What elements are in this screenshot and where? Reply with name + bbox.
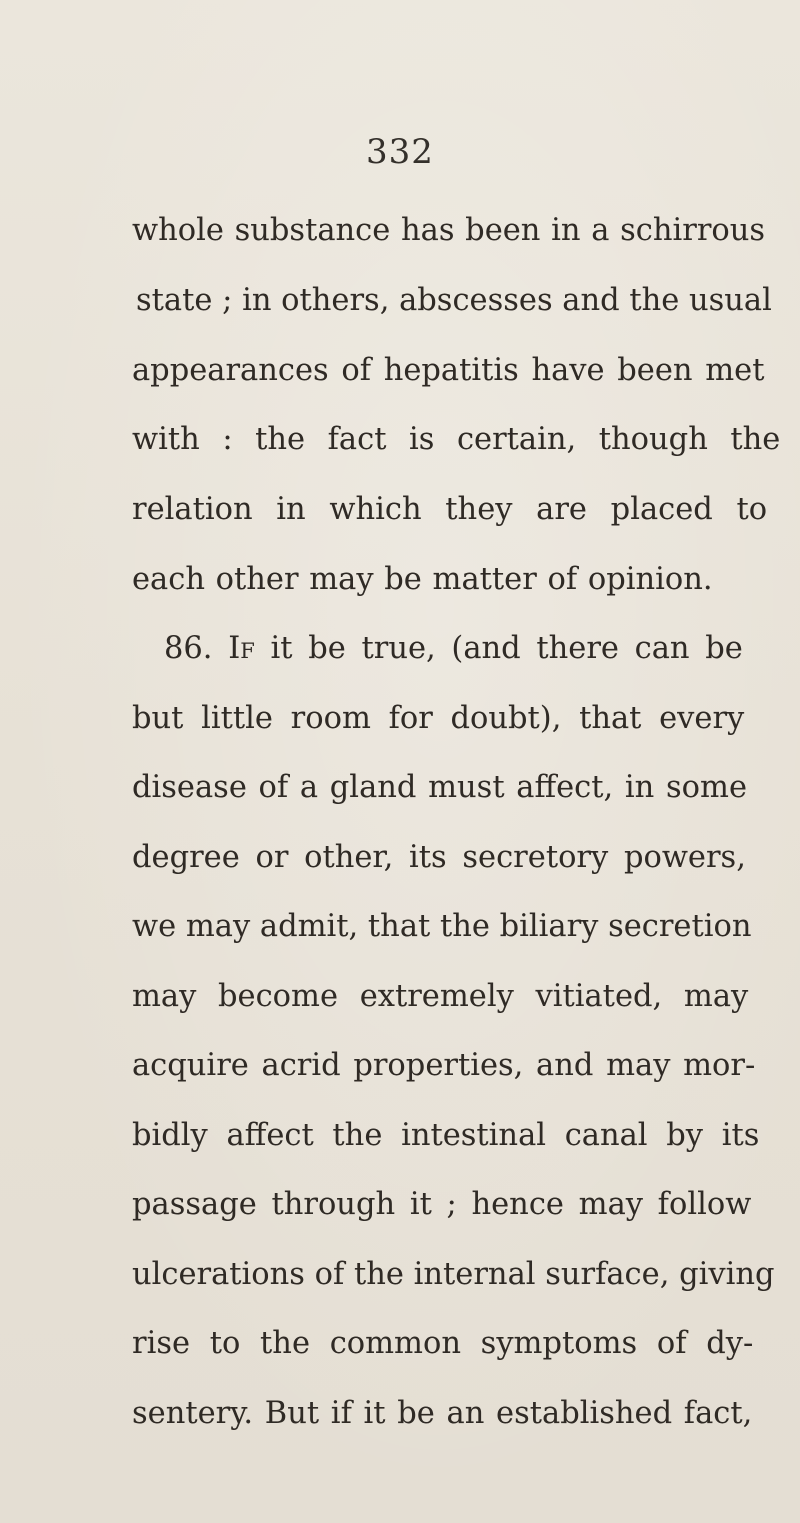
page-number: 332: [366, 132, 434, 172]
text-line-1: whole substance has been in a schirrous: [132, 213, 766, 248]
text-line-18: sentery. But if it be an established fact,: [132, 1396, 753, 1431]
text-line-15: passage through it ; hence may follow: [132, 1187, 752, 1222]
text-line-9: disease of a gland must affect, in some: [132, 770, 747, 805]
text-line-11: we may admit, that the biliary secretion: [132, 909, 752, 944]
text-line-2: state ; in others, abscesses and the usual: [136, 283, 772, 318]
text-line-17: rise to the common symptoms of dy-: [132, 1326, 754, 1361]
text-line-13: acquire acrid properties, and may mor-: [132, 1048, 756, 1083]
text-line-8: but little room for doubt), that every: [132, 701, 745, 736]
text-line-3: appearances of hepatitis have been met: [132, 353, 765, 388]
small-caps-word: If: [228, 631, 255, 666]
text-line-16: ulcerations of the internal surface, giving: [132, 1257, 775, 1292]
text-line-10: degree or other, its secretory powers,: [132, 840, 746, 875]
text-line-12: may become extremely vitiated, may: [132, 979, 749, 1014]
text-line-6: each other may be matter of opinion.: [132, 562, 713, 597]
text-line-5: relation in which they are placed to: [132, 492, 768, 527]
text-line-14: bidly affect the intestinal canal by its: [132, 1118, 760, 1153]
text-line-4: with : the fact is certain, though the: [132, 422, 781, 457]
text-line-7: 86. If it be true, (and there can be: [164, 631, 743, 666]
